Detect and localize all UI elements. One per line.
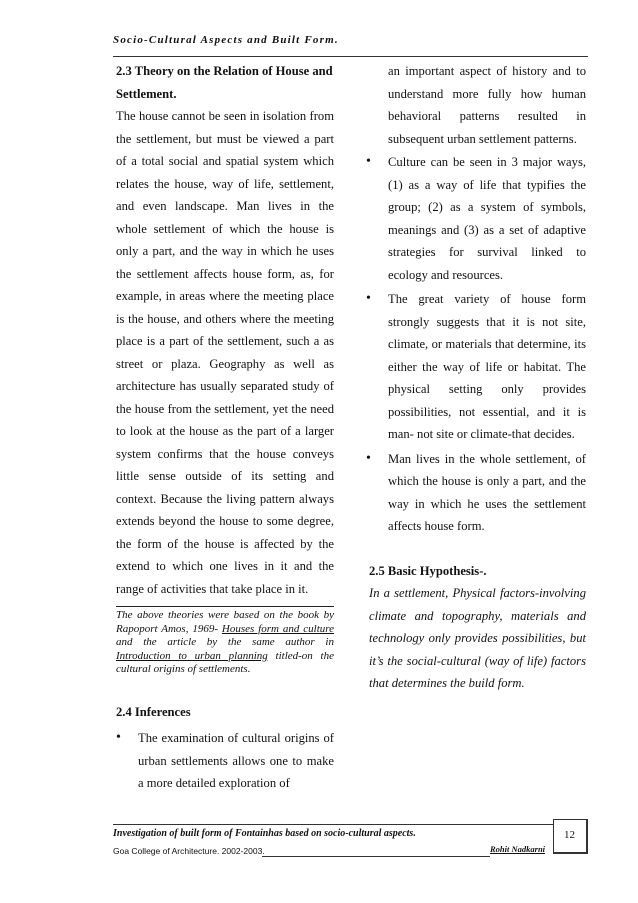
- note-text-2: and the article by the same author in: [116, 636, 334, 648]
- running-header: Socio-Cultural Aspects and Built Form.: [113, 34, 339, 46]
- bullet-icon: •: [366, 291, 371, 306]
- list-item: • The examination of cultural origins of urban settlements allows one to make a more detailed exploration of: [116, 727, 334, 795]
- section-heading-2-5: 2.5 Basic Hypothesis-.: [369, 563, 487, 578]
- footer-author: Rohit Nadkarni: [490, 844, 546, 854]
- left-column: [116, 60, 334, 795]
- footer-divider: [113, 824, 553, 825]
- footer-college: Goa College of Architecture. 2002-2003.: [113, 846, 265, 856]
- section-heading-2-3: 2.3 Theory on the Relation of House and Settlement.: [116, 64, 333, 101]
- inference-continued: an important aspect of history and to understand more fully how human behavioral patterns resulted in subsequent urban settlement patterns.: [388, 64, 586, 146]
- list-item: • Man lives in the whole settlement, of which the house is only a part, and the way in which he uses the settlement affects house form.: [366, 448, 586, 538]
- bullet-icon: •: [366, 154, 371, 169]
- note-text-3: titled-on the cultural origins of settlements.: [116, 649, 334, 675]
- list-item: • Culture can be seen in 3 major ways, (1) as a way of life that typifies the group; (2) as a system of symbols, meanings and (3) as a set of adaptive strategies for survival linked to ecology and resources.: [366, 151, 586, 286]
- theory-paragraph: The house cannot be seen in isolation from the settlement, but must be viewed a part of a total social and spatial system which relates the house, way of life, settlement, and even landscape. Man lives in the whole settlement of which the house is only a part, and the way in which he uses the settlement affects house form, as, for example, in areas where the meeting place is the house, and others where the meeting place is a part of the settlement, such a as street or plaza. Geography as well as architecture has usually separated study of the house from the settlement, yet the need to look at the house as the part of a larger system confirms that the house conveys little sense outside of its setting and context. Because the living pattern always extends beyond the house to some degree, the form of the house is affected by the extend to which one lives in it and the range of activities that take place in it.: [116, 109, 334, 596]
- header-divider: [113, 56, 588, 57]
- note-article-title: Introduction to urban planning: [116, 649, 268, 662]
- bullet-icon: •: [116, 730, 121, 745]
- footer-title: Investigation of built form of Fontainhas based on socio-cultural aspects.: [113, 828, 416, 839]
- bullet-icon: •: [366, 450, 371, 466]
- right-column: [366, 60, 586, 695]
- footer-underline: [262, 856, 490, 857]
- inferences-list: [116, 727, 334, 795]
- section-heading-2-4: 2.4 Inferences: [116, 704, 191, 719]
- hypothesis-paragraph: In a settlement, Physical factors-involving climate and topography, materials and technology only provides possibilities, but it’s the social-cultural (way of life) factors that determines the build form.: [369, 586, 586, 690]
- note-book-title: Houses form and culture: [221, 622, 335, 635]
- inferences-list-continued: [366, 151, 586, 538]
- source-note: [116, 606, 334, 677]
- note-text-1: The above theories were based on the book by Rapoport Amos, 1969-: [116, 609, 334, 635]
- page-number: 12: [564, 829, 575, 841]
- list-item: • The great variety of house form strongly suggests that it is not site, climate, or materials that determine, its either the way of life or habitat. The physical setting only provides possibilities, not essential, and it is man- not site or climate-that decides.: [366, 288, 586, 446]
